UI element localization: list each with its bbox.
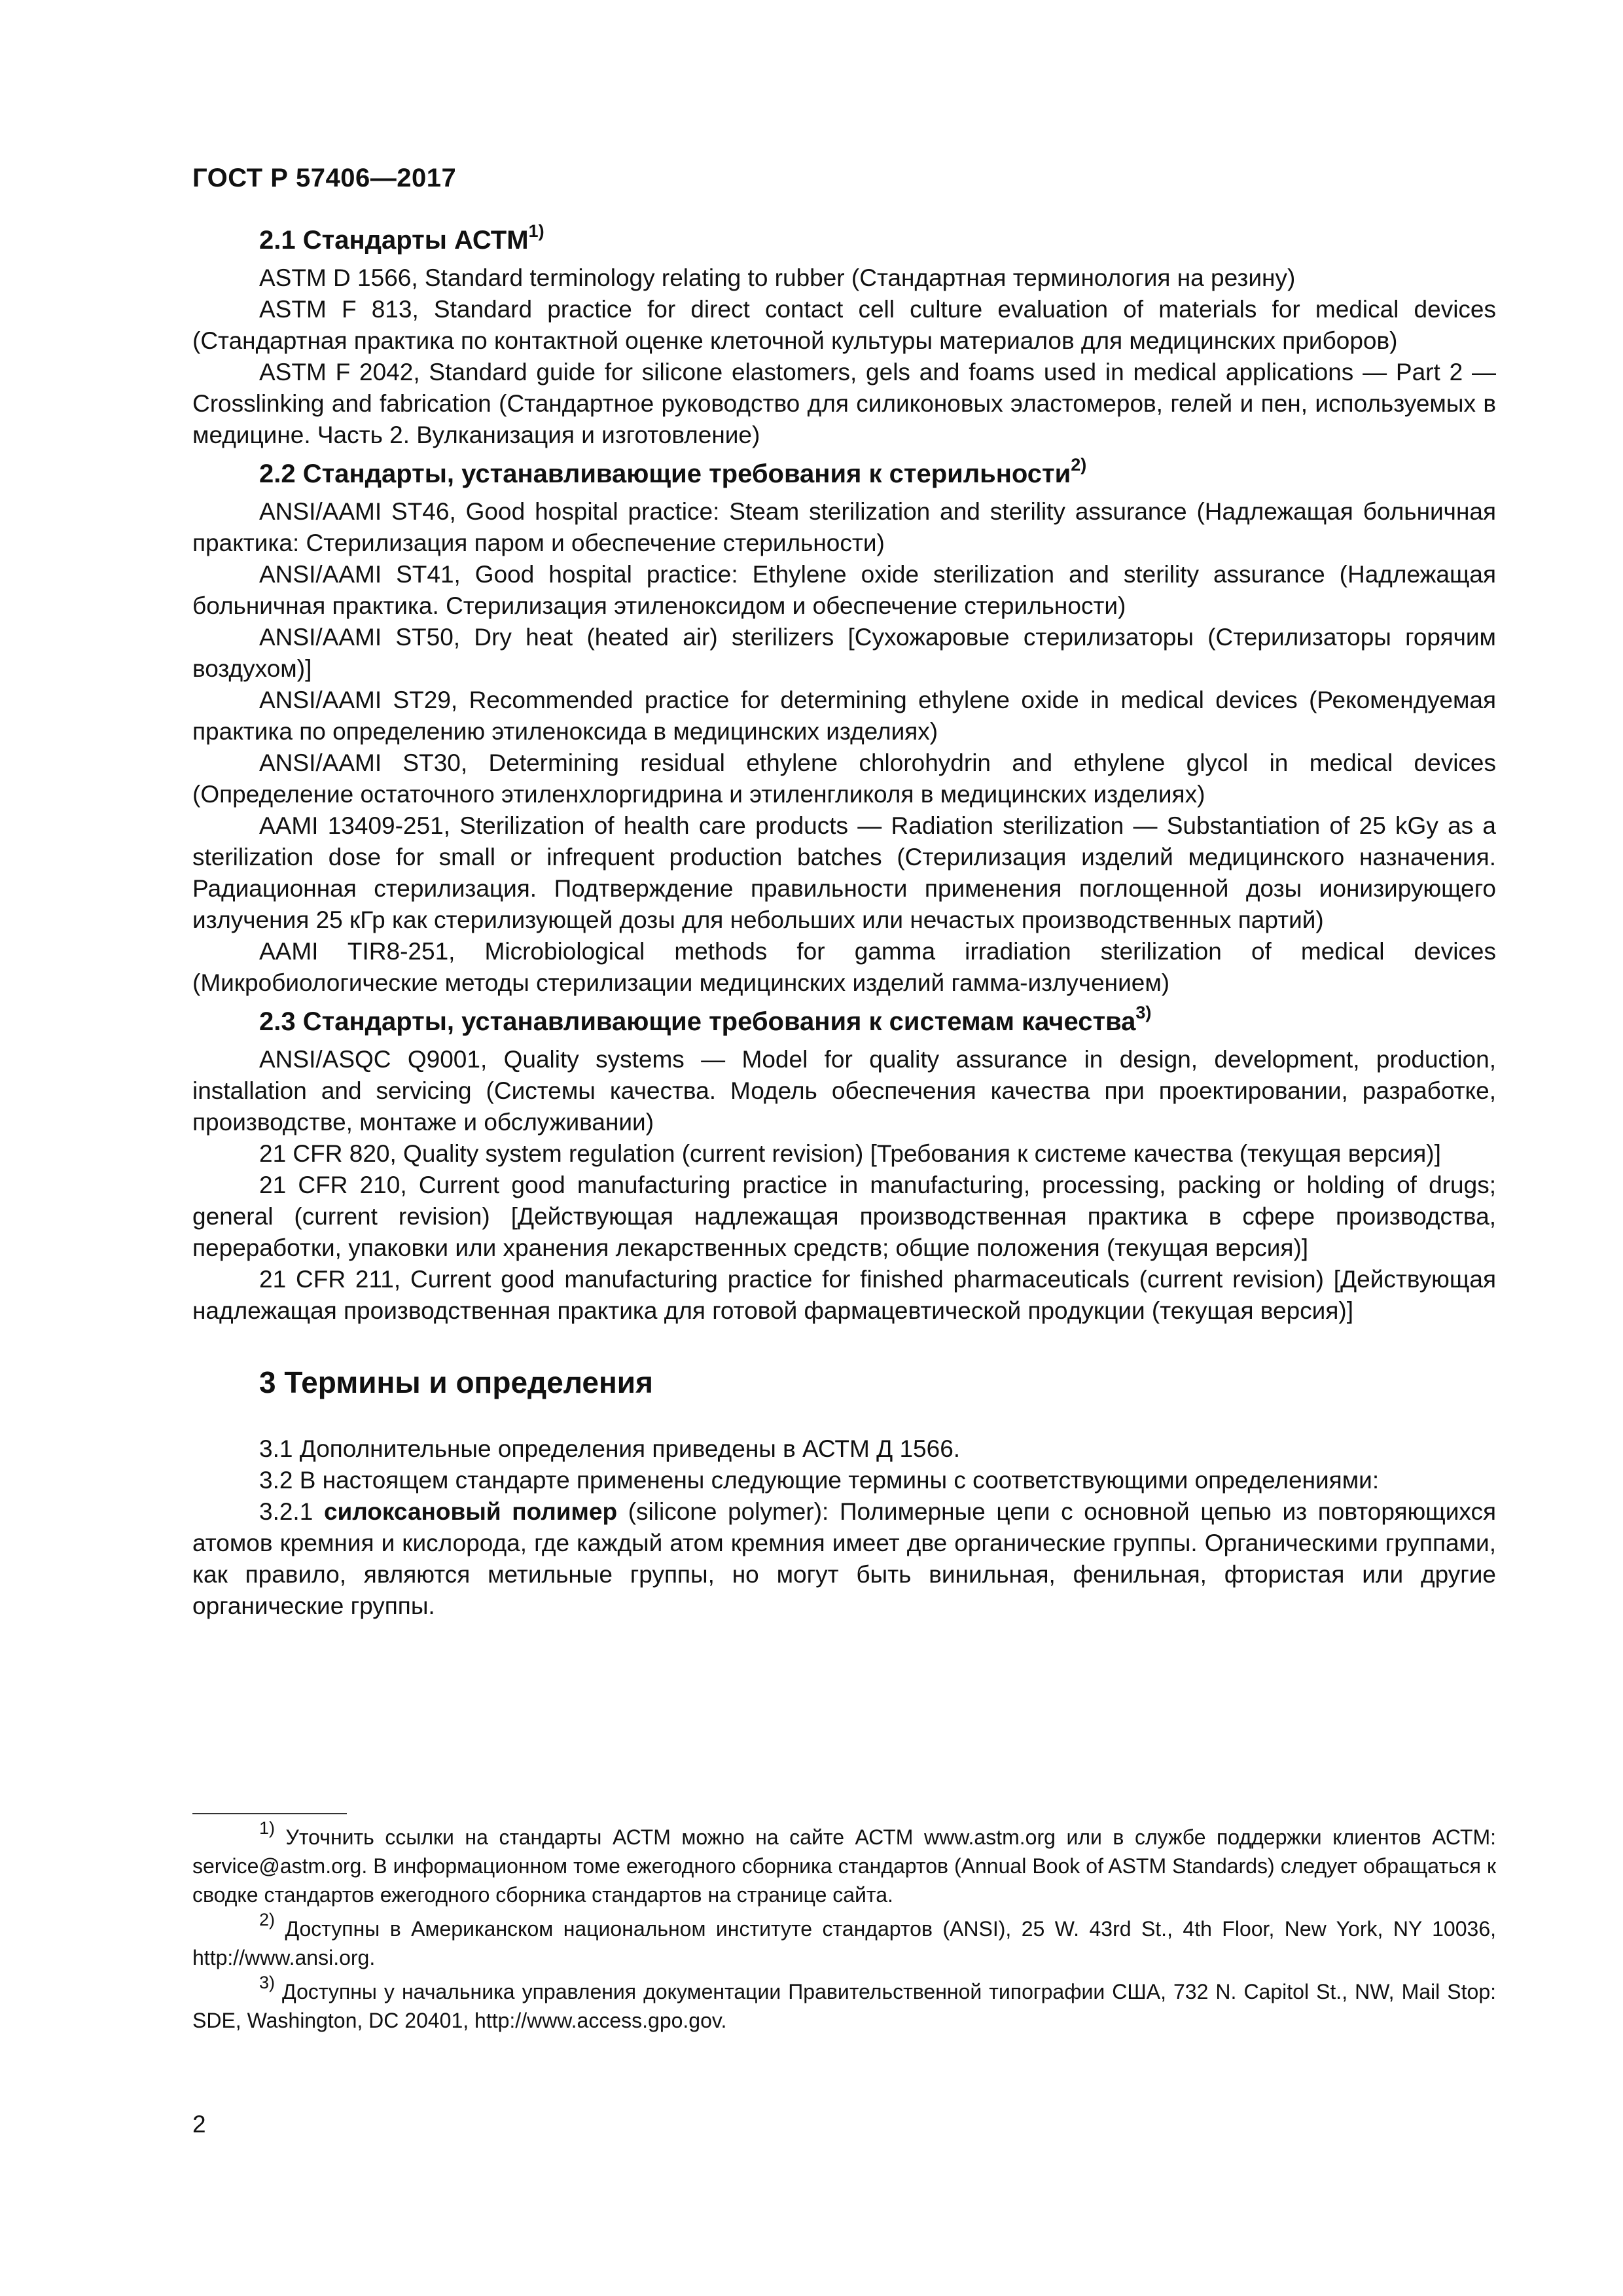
reference-item: ANSI/AAMI ST41, Good hospital practice: Ethylene oxide sterilization and sterility assurance (Надлежащая больничная практика. Стерилизация этиленоксидом и обеспечение стерильности): [192, 561, 1496, 619]
footnote-2: [192, 1910, 1496, 1972]
footnote-3: [192, 1973, 1496, 2035]
definition-text: (silicone polymer): Полимерные цепи с основной цепью из повторяющихся атомов кремния и кислорода, где каждый атом кремния имеет две органические группы. Органическими группами, как правило, являются метильные группы, но могут быть винильная, фенильная, фтористая или другие органические группы.: [192, 1498, 1496, 1619]
section-title: 2.3 Стандарты, устанавливающие требования к системам качества: [259, 1007, 1136, 1036]
defined-term: силоксановый полимер: [323, 1498, 618, 1525]
footnote-mark: 3): [259, 1973, 276, 1993]
reference-item: ANSI/AAMI ST29, Recommended practice for determining ethylene oxide in medical devices (Рекомендуемая практика по определению этиленоксида в медицинских изделиях): [192, 687, 1496, 745]
reference-item: ANSI/AAMI ST46, Good hospital practice: Steam sterilization and sterility assurance (Надлежащая больничная практика: Стерилизация паром и обеспечение стерильности): [192, 498, 1496, 556]
clause-number: 3.2.1: [259, 1498, 324, 1525]
footnote-ref: 3): [1135, 1002, 1152, 1022]
page-number: 2: [192, 2111, 206, 2138]
footnote-mark: 2): [259, 1910, 276, 1930]
reference-item: ANSI/AAMI ST50, Dry heat (heated air) sterilizers [Сухожаровые стерилизаторы (Стерилизаторы горячим воздухом)]: [192, 624, 1496, 682]
reference-item: ANSI/ASQC Q9001, Quality systems — Model for quality assurance in design, development, production, installation and servicing (Системы качества. Модель обеспечения качества при проектировании, разработке, производстве, монтаже и обслуживании): [192, 1046, 1496, 1136]
section-2-3-heading: [192, 1004, 1496, 1040]
footnote-text: Уточнить ссылки на стандарты АСТМ можно на сайте АСТМ www.astm.org или в службе поддержки клиентов АСТМ: service@astm.org. В информационном томе ежегодного сборника стандартов (Annual Book of ASTM Standards) следует обращаться к сводке стандартов ежегодного сборника стандартов на странице сайта.: [192, 1825, 1496, 1907]
reference-item: 21 CFR 210, Current good manufacturing practice in manufacturing, processing, packing or holding of drugs; general (current revision) [Действующая надлежащая производственная практика в сфере производства, переработки, упаковки или хранения лекарственных средств; общие положения (текущая версия)]: [192, 1172, 1496, 1261]
reference-item: AAMI TIR8-251, Microbiological methods for gamma irradiation sterilization of medical devices (Микробиологические методы стерилизации медицинских изделий гамма-излучением): [192, 938, 1496, 996]
section-2-1-heading: [192, 223, 1496, 259]
footnote-text: Доступны в Американском национальном институте стандартов (ANSI), 25 W. 43rd St., 4th Floor, New York, NY 10036, http://www.ansi.org.: [192, 1917, 1496, 1969]
paragraph-3-2-1: [192, 1496, 1496, 1622]
footnote-ref: 2): [1071, 454, 1087, 475]
section-2-2-heading: [192, 456, 1496, 492]
paragraph-3-1: 3.1 Дополнительные определения приведены в АСТМ Д 1566.: [259, 1435, 961, 1462]
reference-item: AAMI 13409-251, Sterilization of health care products — Radiation sterilization — Substantiation of 25 kGy as a sterilization dose for small or infrequent production batches (Стерилизация изделий медицинского назначения. Радиационная стерилизация. Подтверждение правильности применения поглощенной дозы ионизирующего излучения 25 кГр как стерилизующей дозы для небольших или нечастых производственных партий): [192, 812, 1496, 933]
footnote-mark: 1): [259, 1818, 276, 1839]
footnote-ref: 1): [528, 221, 544, 241]
document-header: ГОСТ Р 57406—2017: [192, 164, 457, 192]
section-3-heading: 3 Термины и определения: [259, 1365, 653, 1399]
footnotes: [192, 1818, 1496, 2040]
footnote-text: Доступны у начальника управления документации Правительственной типографии США, 732 N. Capitol St., NW, Mail Stop: SDE, Washington, DC 20401, http://www.access.gpo.gov.: [192, 1980, 1496, 2032]
section-title: 2.1 Стандарты АСТМ: [259, 226, 529, 255]
footnote-separator: [192, 1813, 347, 1814]
paragraph-3-2: 3.2 В настоящем стандарте применены следующие термины с соответствующими определениями:: [259, 1467, 1380, 1494]
reference-item: ASTM D 1566, Standard terminology relating to rubber (Стандартная терминология на резину): [259, 264, 1296, 291]
reference-item: 21 CFR 820, Quality system regulation (current revision) [Требования к системе качества (текущая версия)]: [259, 1140, 1441, 1167]
reference-item: ANSI/AAMI ST30, Determining residual ethylene chlorohydrin and ethylene glycol in medical devices (Определение остаточного этиленхлоргидрина и этиленгликоля в медицинских изделиях): [192, 749, 1496, 808]
reference-item: ASTM F 2042, Standard guide for silicone elastomers, gels and foams used in medical applications — Part 2 — Crosslinking and fabrication (Стандартное руководство для силиконовых эластомеров, гелей и пен, используемых в медицине. Часть 2. Вулканизация и изготовление): [192, 359, 1496, 448]
main-content: [192, 223, 1496, 1622]
footnote-1: [192, 1818, 1496, 1909]
section-title: 2.2 Стандарты, устанавливающие требования к стерильности: [259, 459, 1071, 488]
reference-item: ASTM F 813, Standard practice for direct contact cell culture evaluation of materials for medical devices (Стандартная практика по контактной оценке клеточной культуры материалов для медицинских приборов): [192, 296, 1496, 354]
reference-item: 21 CFR 211, Current good manufacturing practice for finished pharmaceuticals (current revision) [Действующая надлежащая производственная практика для готовой фармацевтической продукции (текущая версия)]: [192, 1266, 1496, 1324]
